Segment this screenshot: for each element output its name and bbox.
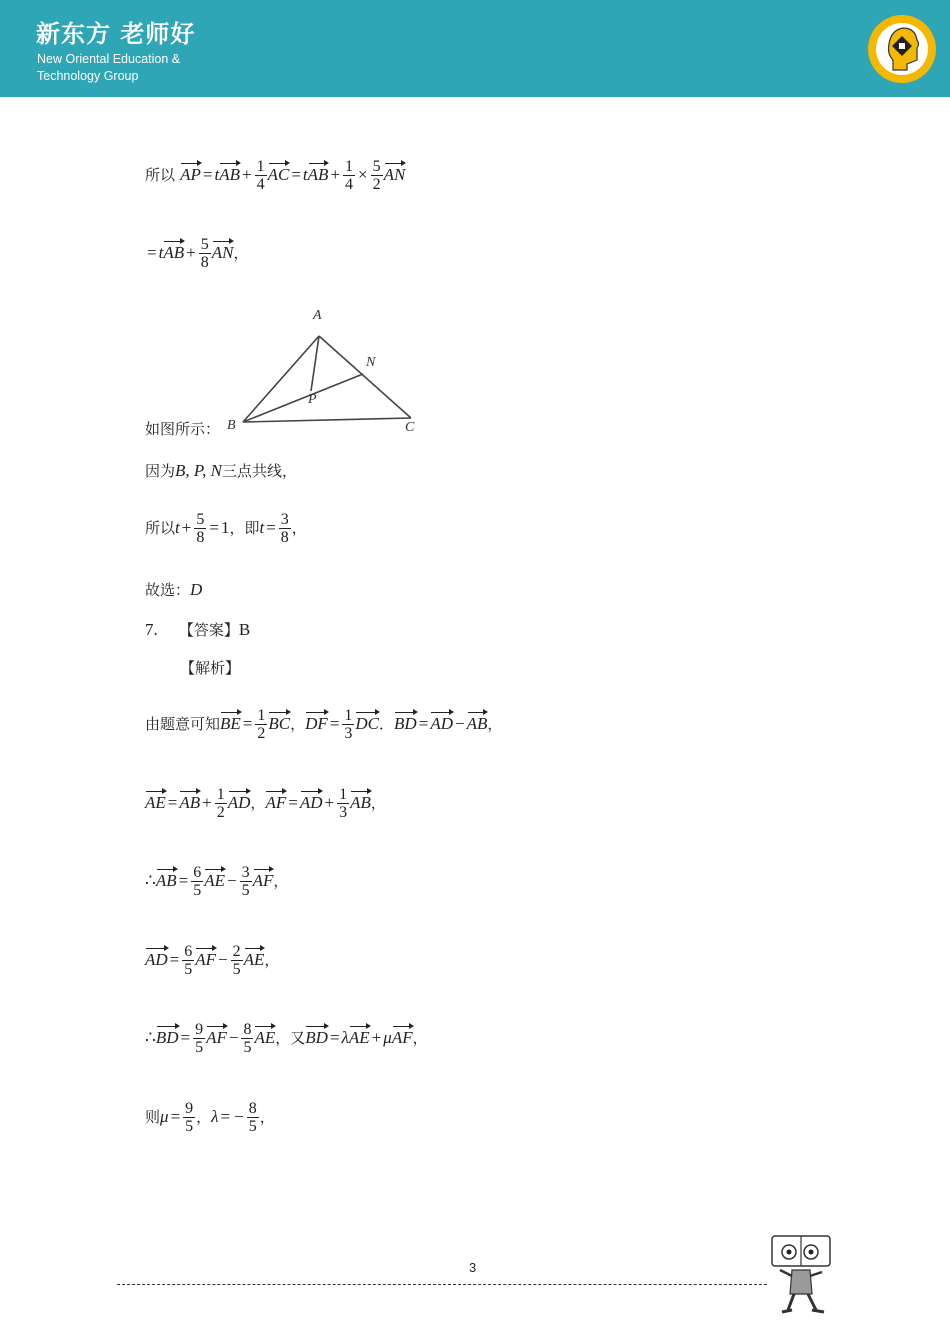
comma: ， [233,244,249,262]
points: B, P, N [175,461,222,480]
answer-label: 【答案】 [178,621,239,639]
brand-en-line1: New Oriental Education & [37,52,181,66]
label-A: A [313,308,322,323]
caption-text: 如图所示： [145,420,221,438]
question-number: 7. [145,620,158,639]
mascot-icon [768,1232,834,1316]
brand-name-cn: 新东方 老师好 [36,20,196,48]
text-prefix: 则 [145,1108,161,1126]
equation-line-10: ∴AB = $\frac{6}{5}$ AE − $\frac{3}{5}$ AF， [145,864,289,899]
q7-analysis-label [180,657,240,678]
text-mid: ，又 [275,1029,306,1047]
footer-divider [117,1284,767,1285]
label-N: N [366,355,376,370]
choice-answer: D [190,580,203,599]
label-P: P [308,392,317,407]
text-prefix: 因为 [145,462,176,480]
text-prefix: 由题意可知 [145,715,221,733]
choice-line [145,579,202,600]
answer-value: B [238,620,251,639]
equation-line-11: AD = $\frac{6}{5}$ AF − $\frac{2}{5}$ AE， [145,943,280,978]
collinear-line [145,460,297,481]
equation-line-13: 则μ = $\frac{9}{5}$ ，λ = − $\frac{8}{5}$ ， [145,1100,275,1135]
triangle-figure [222,302,432,437]
text-prefix: 所以 [145,519,176,537]
text-suffix: 三点共线， [221,462,297,480]
equation-line-9: AE = AB + $\frac{1}{2}$ AD，AF = AD + $\frac{1}{3}$ AB， [145,786,386,821]
equation-line-8: 由题意可知BE = $\frac{1}{2}$ BC，DF = $\frac{1}{3}$ DC．BD = AD − AB， [145,707,503,742]
text-prefix: 故选： [145,581,191,599]
text-prefix: 所以 [145,166,176,184]
solve-t-line: 所以t + $\frac{5}{8}$ = 1，即t = $\frac{3}{8}$ ， [145,511,307,546]
header-banner [0,0,950,97]
brand-logo-icon [867,14,937,84]
label-C: C [405,420,415,435]
page-number: 3 [469,1260,477,1275]
equation-line-12: ∴BD = $\frac{9}{5}$ AF − $\frac{8}{5}$ AE，又BD = λAE + μAF， [145,1021,428,1056]
brand-name-en [37,51,237,85]
figure-caption [145,418,220,439]
equation-line-1: 所以 AP = tAB + $\frac{1}{4}$ AC = tAB + $\frac{1}{4}$ × $\frac{5}{2}$ AN [145,158,406,193]
text-mid: ，即 [229,519,260,537]
brand-en-line2: Technology Group [37,69,139,83]
equation-line-2: = tAB + $\frac{5}{8}$ AN， [147,236,249,271]
label-B: B [227,418,236,433]
analysis-label: 【解析】 [180,659,241,677]
q7-answer-line [145,619,250,640]
